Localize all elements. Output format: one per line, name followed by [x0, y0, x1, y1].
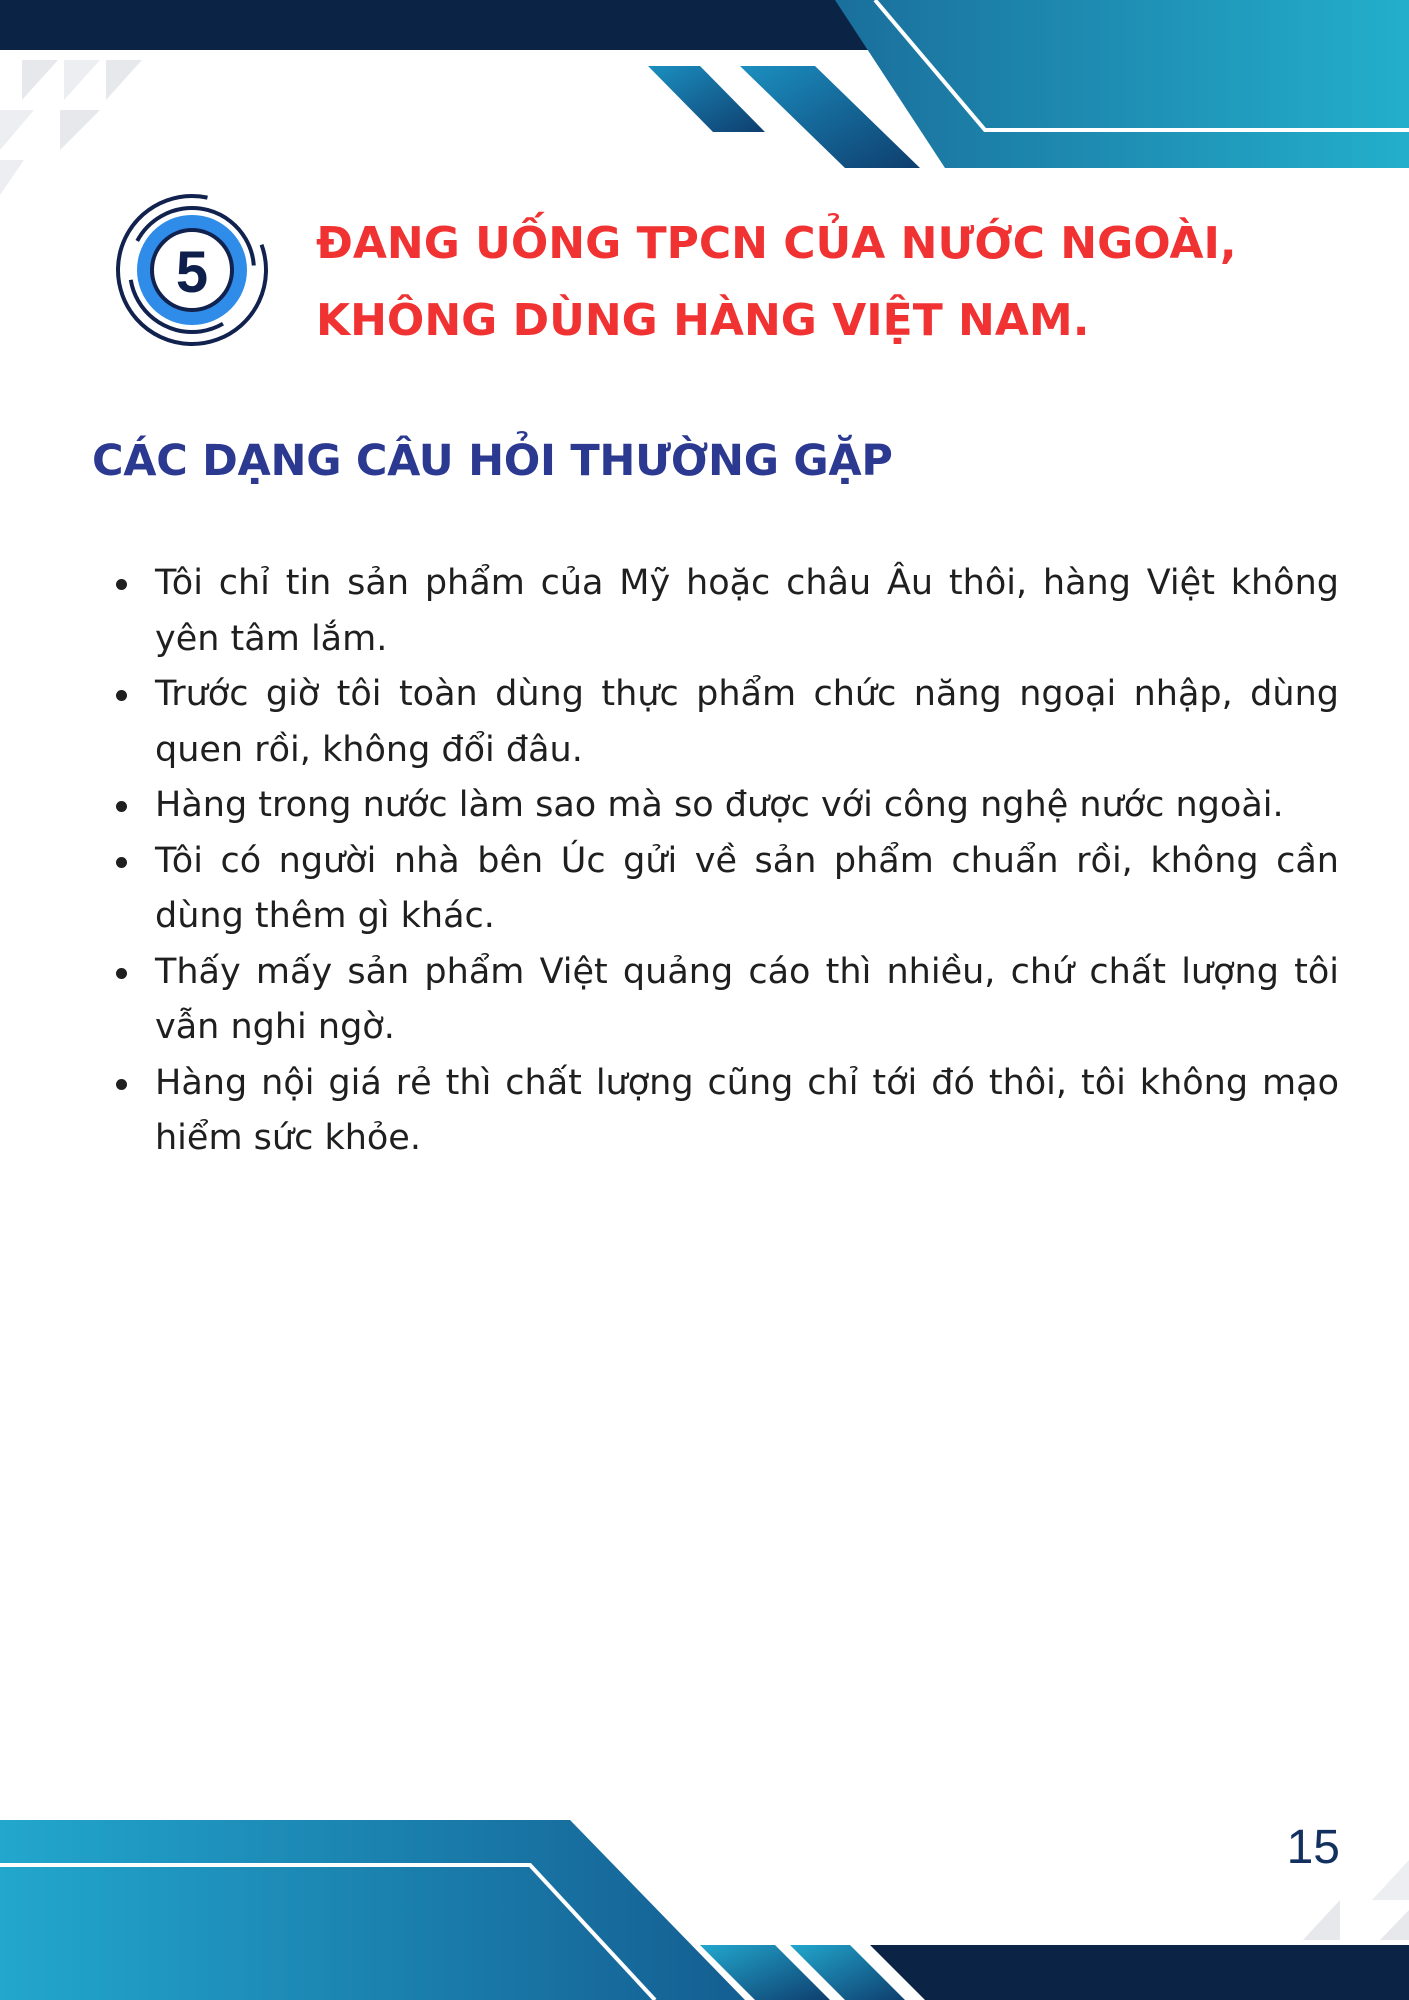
- list-item: Thấy mấy sản phẩm Việt quảng cáo thì nhiều, chứ chất lượng tôi vẫn nghi ngờ.: [155, 945, 1339, 1056]
- badge-number: 5: [175, 239, 209, 305]
- title-line-1: ĐANG UỐNG TPCN CỦA NƯỚC NGOÀI,: [316, 218, 1237, 269]
- list-item: Hàng trong nước làm sao mà so được với công nghệ nước ngoài.: [155, 778, 1339, 834]
- question-list: [155, 556, 1339, 1167]
- section-heading: CÁC DẠNG CÂU HỎI THƯỜNG GẶP: [92, 436, 893, 486]
- list-item: Tôi chỉ tin sản phẩm của Mỹ hoặc châu Âu thôi, hàng Việt không yên tâm lắm.: [155, 556, 1339, 667]
- footer-decoration: [0, 1800, 1409, 2000]
- title-line-2: KHÔNG DÙNG HÀNG VIỆT NAM.: [316, 295, 1090, 346]
- page-title: [316, 205, 1346, 359]
- page-number: 15: [1286, 1821, 1340, 1874]
- list-item: Tôi có người nhà bên Úc gửi về sản phẩm chuẩn rồi, không cần dùng thêm gì khác.: [155, 834, 1339, 945]
- numbered-circle-badge: [112, 190, 272, 350]
- list-item: Trước giờ tôi toàn dùng thực phẩm chức năng ngoại nhập, dùng quen rồi, không đổi đâu.: [155, 667, 1339, 778]
- list-item: Hàng nội giá rẻ thì chất lượng cũng chỉ tới đó thôi, tôi không mạo hiểm sức khỏe.: [155, 1056, 1339, 1167]
